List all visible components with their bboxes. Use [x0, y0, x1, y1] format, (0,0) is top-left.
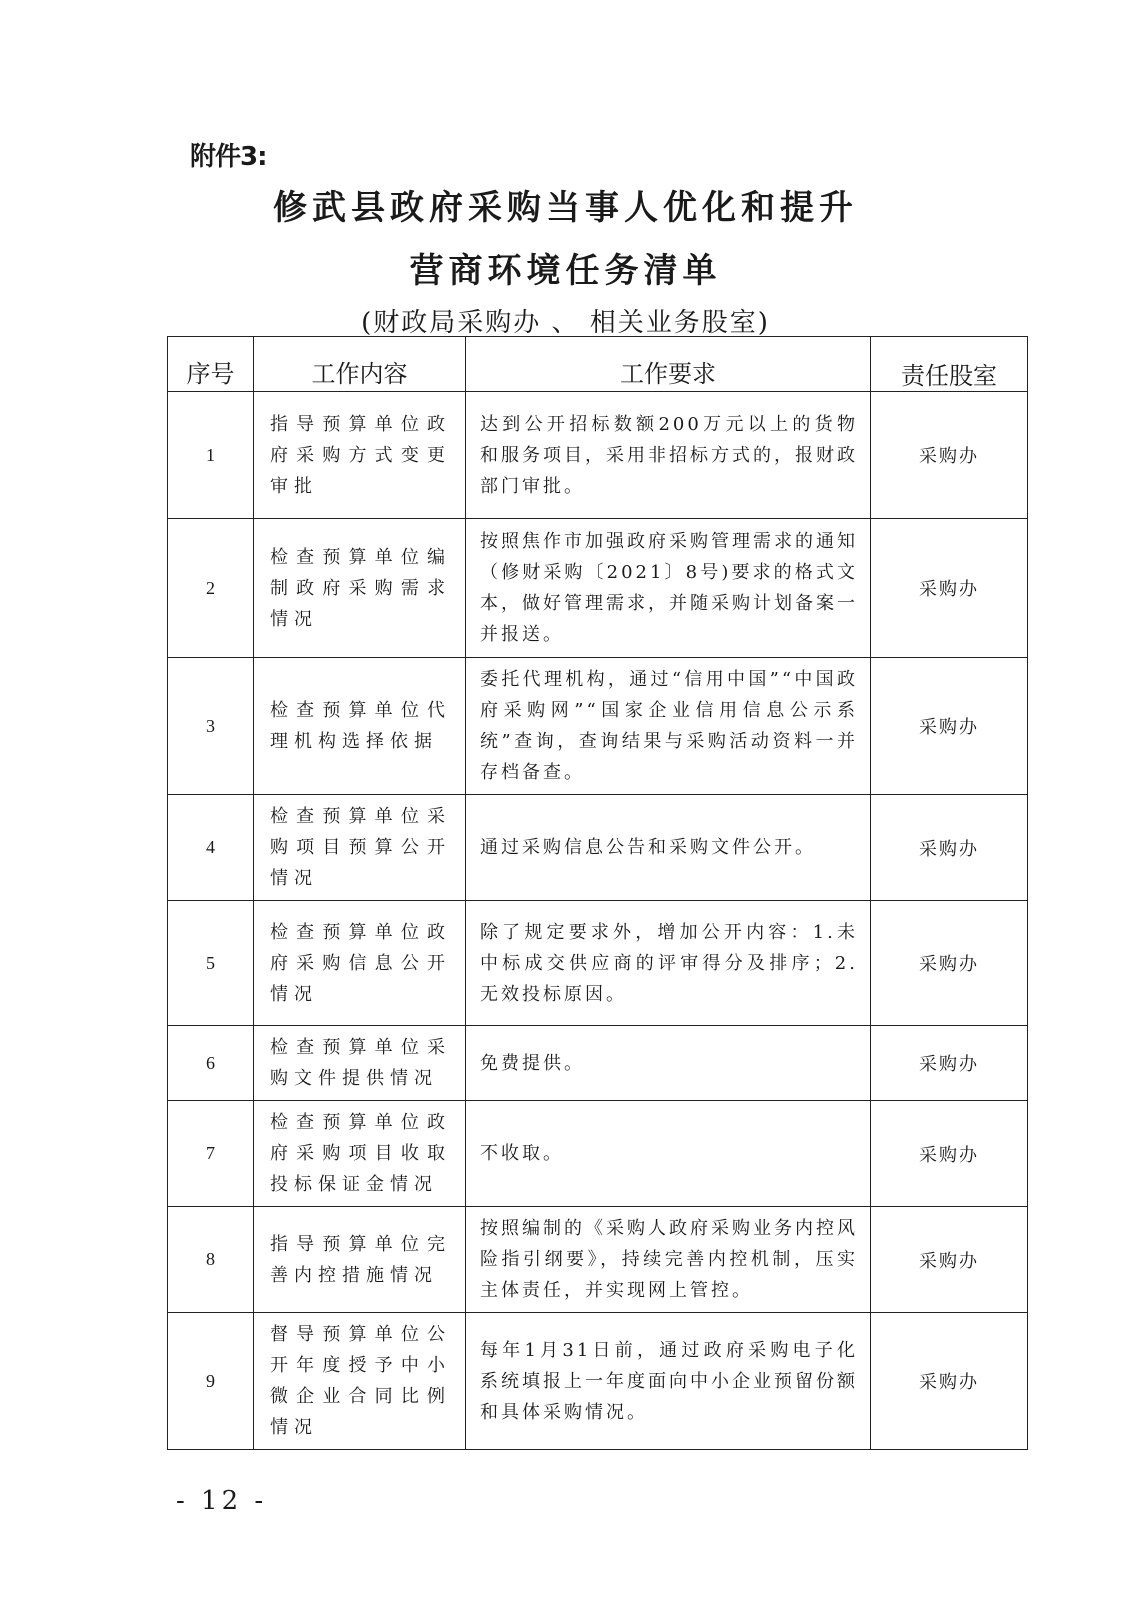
table-row	[168, 658, 1028, 795]
document-subtitle: (财政局采购办 、 相关业务股室)	[361, 308, 770, 338]
row-num: 1	[168, 392, 254, 519]
row-requirement: 委托代理机构，通过“信用中国”“中国政府采购网”“国家企业信用信息公示系统”查询，查询结果与采购活动资料一并存档备查。	[466, 658, 871, 795]
row-content: 检查预算单位代理机构选择依据	[254, 658, 466, 795]
row-num: 8	[168, 1207, 254, 1313]
header-content: 工作内容	[254, 337, 466, 392]
row-num: 6	[168, 1026, 254, 1101]
table-row	[168, 795, 1028, 901]
row-content: 检查预算单位编制政府采购需求情况	[254, 519, 466, 658]
document-title-line2: 营商环境任务清单	[409, 251, 722, 291]
document-title-line1: 修武县政府采购当事人优化和提升	[273, 188, 858, 228]
row-requirement: 按照焦作市加强政府采购管理需求的通知（修财采购〔2021〕8号)要求的格式文本，做好管理需求，并随采购计划备案一并报送。	[466, 519, 871, 658]
table-row	[168, 1026, 1028, 1101]
table-row	[168, 1101, 1028, 1207]
row-requirement: 达到公开招标数额200万元以上的货物和服务项目，采用非招标方式的，报财政部门审批。	[466, 392, 871, 519]
row-num: 7	[168, 1101, 254, 1207]
row-content: 指导预算单位政府采购方式变更审批	[254, 392, 466, 519]
row-num: 9	[168, 1313, 254, 1450]
table-row	[168, 901, 1028, 1026]
row-requirement: 通过采购信息公告和采购文件公开。	[466, 795, 871, 901]
attachment-label: 附件3:	[190, 142, 267, 172]
row-requirement: 除了规定要求外，增加公开内容：1.未中标成交供应商的评审得分及排序；2.无效投标原因。	[466, 901, 871, 1026]
row-num: 3	[168, 658, 254, 795]
row-content: 指导预算单位完善内控措施情况	[254, 1207, 466, 1313]
page-number: - 12 -	[176, 1486, 268, 1516]
table-row	[168, 1313, 1028, 1450]
row-responsible: 采购办	[871, 1313, 1028, 1450]
row-content: 检查预算单位采购项目预算公开情况	[254, 795, 466, 901]
table-row	[168, 392, 1028, 519]
row-responsible: 采购办	[871, 392, 1028, 519]
task-table	[167, 336, 1028, 1450]
table-row	[168, 1207, 1028, 1313]
row-content: 检查预算单位政府采购信息公开情况	[254, 901, 466, 1026]
row-responsible: 采购办	[871, 1101, 1028, 1207]
header-requirement: 工作要求	[466, 337, 871, 392]
row-requirement: 不收取。	[466, 1101, 871, 1207]
row-requirement: 每年1月31日前，通过政府采购电子化系统填报上一年度面向中小企业预留份额和具体采购情况。	[466, 1313, 871, 1450]
row-num: 4	[168, 795, 254, 901]
row-responsible: 采购办	[871, 901, 1028, 1026]
row-content: 检查预算单位政府采购项目收取投标保证金情况	[254, 1101, 466, 1207]
header-num: 序号	[168, 337, 254, 392]
table-header-row	[168, 337, 1028, 392]
row-requirement: 免费提供。	[466, 1026, 871, 1101]
row-num: 2	[168, 519, 254, 658]
row-responsible: 采购办	[871, 795, 1028, 901]
row-requirement: 按照编制的《采购人政府采购业务内控风险指引纲要》，持续完善内控机制，压实主体责任，并实现网上管控。	[466, 1207, 871, 1313]
row-responsible: 采购办	[871, 658, 1028, 795]
row-content: 督导预算单位公开年度授予中小微企业合同比例情况	[254, 1313, 466, 1450]
row-responsible: 采购办	[871, 1026, 1028, 1101]
header-responsible: 责任股室	[871, 337, 1028, 392]
row-content: 检查预算单位采购文件提供情况	[254, 1026, 466, 1101]
row-responsible: 采购办	[871, 519, 1028, 658]
row-num: 5	[168, 901, 254, 1026]
table-row	[168, 519, 1028, 658]
row-responsible: 采购办	[871, 1207, 1028, 1313]
